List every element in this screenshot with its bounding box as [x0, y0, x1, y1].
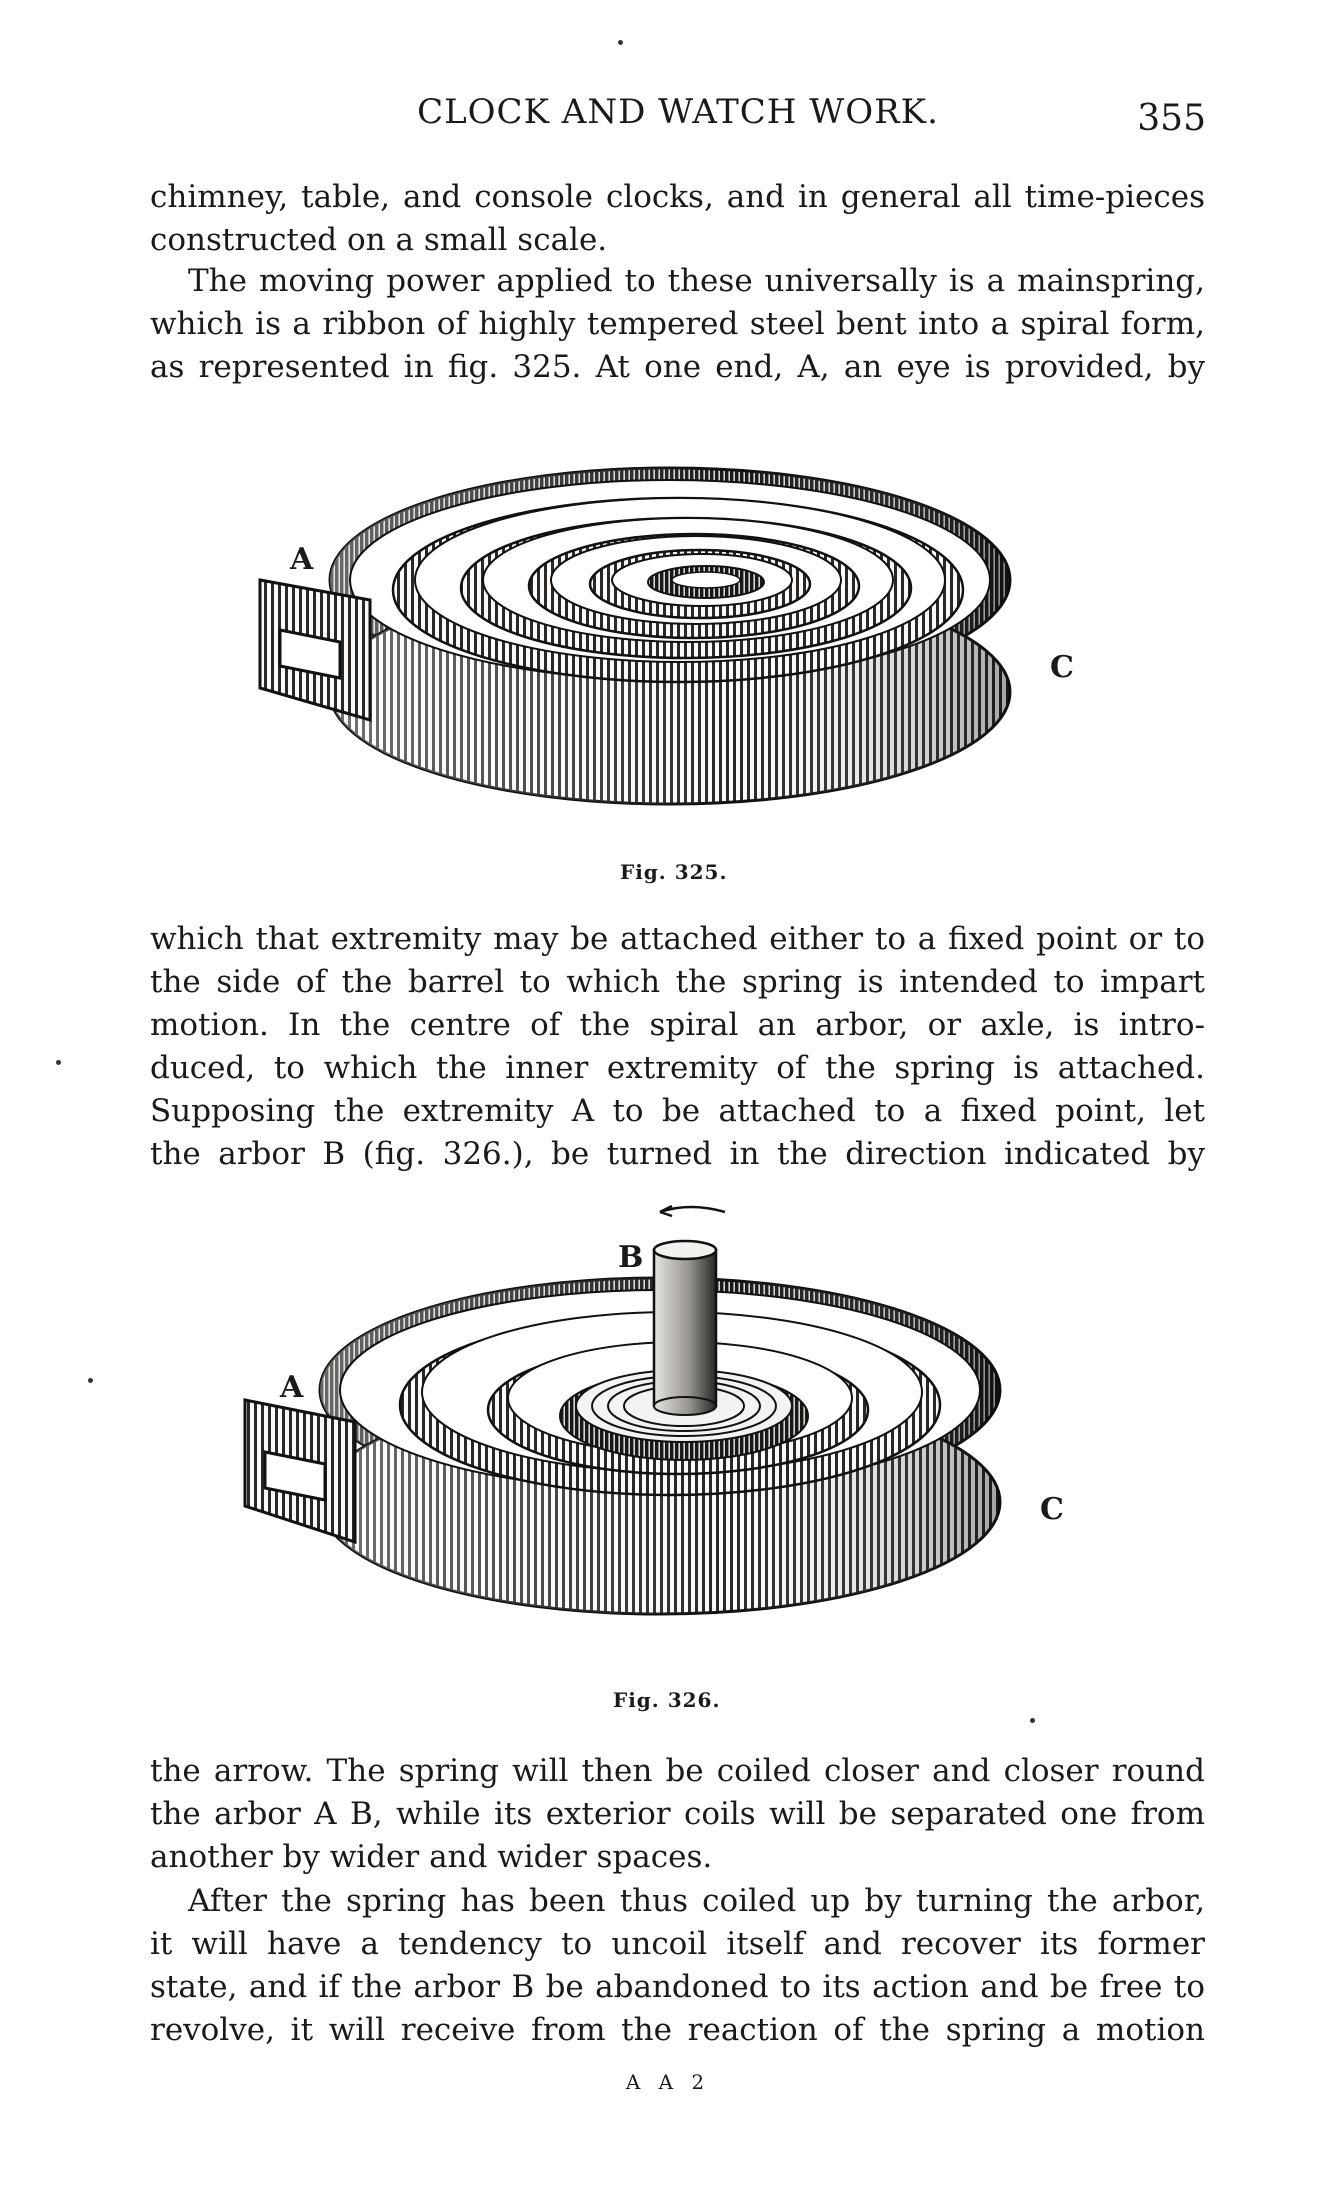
- text-line: revolve, it will receive from the reaction of the spring a motion: [150, 2012, 1205, 2048]
- signature-mark: A A 2: [625, 2070, 711, 2094]
- text-line: state, and if the arbor B be abandoned to its action and be free to: [150, 1969, 1205, 2005]
- text-line: which is a ribbon of highly tempered steel bent into a spiral form,: [150, 306, 1205, 342]
- figure-caption: Fig. 325.: [620, 860, 728, 884]
- mainspring-engraving: [250, 430, 1090, 850]
- print-speck: [88, 1378, 93, 1383]
- text-line: Supposing the extremity A to be attached to a fixed point, let: [150, 1093, 1205, 1129]
- text-line: constructed on a small scale.: [150, 222, 608, 258]
- text-line: duced, to which the inner extremity of the spring is attached.: [150, 1050, 1205, 1086]
- label-a: A: [290, 542, 314, 577]
- figure-325: [250, 430, 1090, 850]
- paragraph-2: [150, 260, 1205, 389]
- coiled-spring-engraving: [240, 1200, 1080, 1670]
- text-line: motion. In the centre of the spiral an arbor, or axle, is intro-: [150, 1007, 1205, 1043]
- text-line: the side of the barrel to which the spring is intended to impart: [150, 964, 1205, 1000]
- figure-caption: Fig. 326.: [613, 1688, 721, 1712]
- page-header: [150, 92, 1206, 152]
- paragraph-4: [150, 1750, 1205, 1879]
- text-line: which that extremity may be attached either to a fixed point or to: [150, 921, 1205, 957]
- page-number: 355: [1137, 98, 1206, 139]
- print-speck: [56, 1060, 61, 1065]
- text-line: another by wider and wider spaces.: [150, 1839, 713, 1875]
- label-c: C: [1040, 1492, 1064, 1527]
- figure-326: [240, 1200, 1080, 1670]
- text-line: as represented in fig. 325. At one end, A, an eye is provided, by: [150, 349, 1205, 385]
- paragraph-3: [150, 918, 1205, 1176]
- label-a: A: [280, 1370, 304, 1405]
- label-c: C: [1050, 650, 1074, 685]
- text-line: The moving power applied to these universally is a mainspring,: [188, 263, 1205, 299]
- print-speck: [618, 40, 623, 45]
- print-speck: [1030, 1718, 1035, 1723]
- text-line: After the spring has been thus coiled up by turning the arbor,: [188, 1883, 1205, 1919]
- running-title: CLOCK AND WATCH WORK.: [417, 92, 939, 132]
- text-line: the arbor A B, while its exterior coils will be separated one from: [150, 1796, 1205, 1832]
- label-b: B: [618, 1240, 644, 1275]
- text-line: the arbor B (fig. 326.), be turned in the direction indicated by: [150, 1136, 1205, 1172]
- text-line: chimney, table, and console clocks, and in general all time-pieces: [150, 179, 1205, 215]
- paragraph-5: [150, 1880, 1205, 2052]
- text-line: it will have a tendency to uncoil itself and recover its former: [150, 1926, 1205, 1962]
- paragraph-1: [150, 176, 1205, 262]
- text-line: the arrow. The spring will then be coiled closer and closer round: [150, 1753, 1205, 1789]
